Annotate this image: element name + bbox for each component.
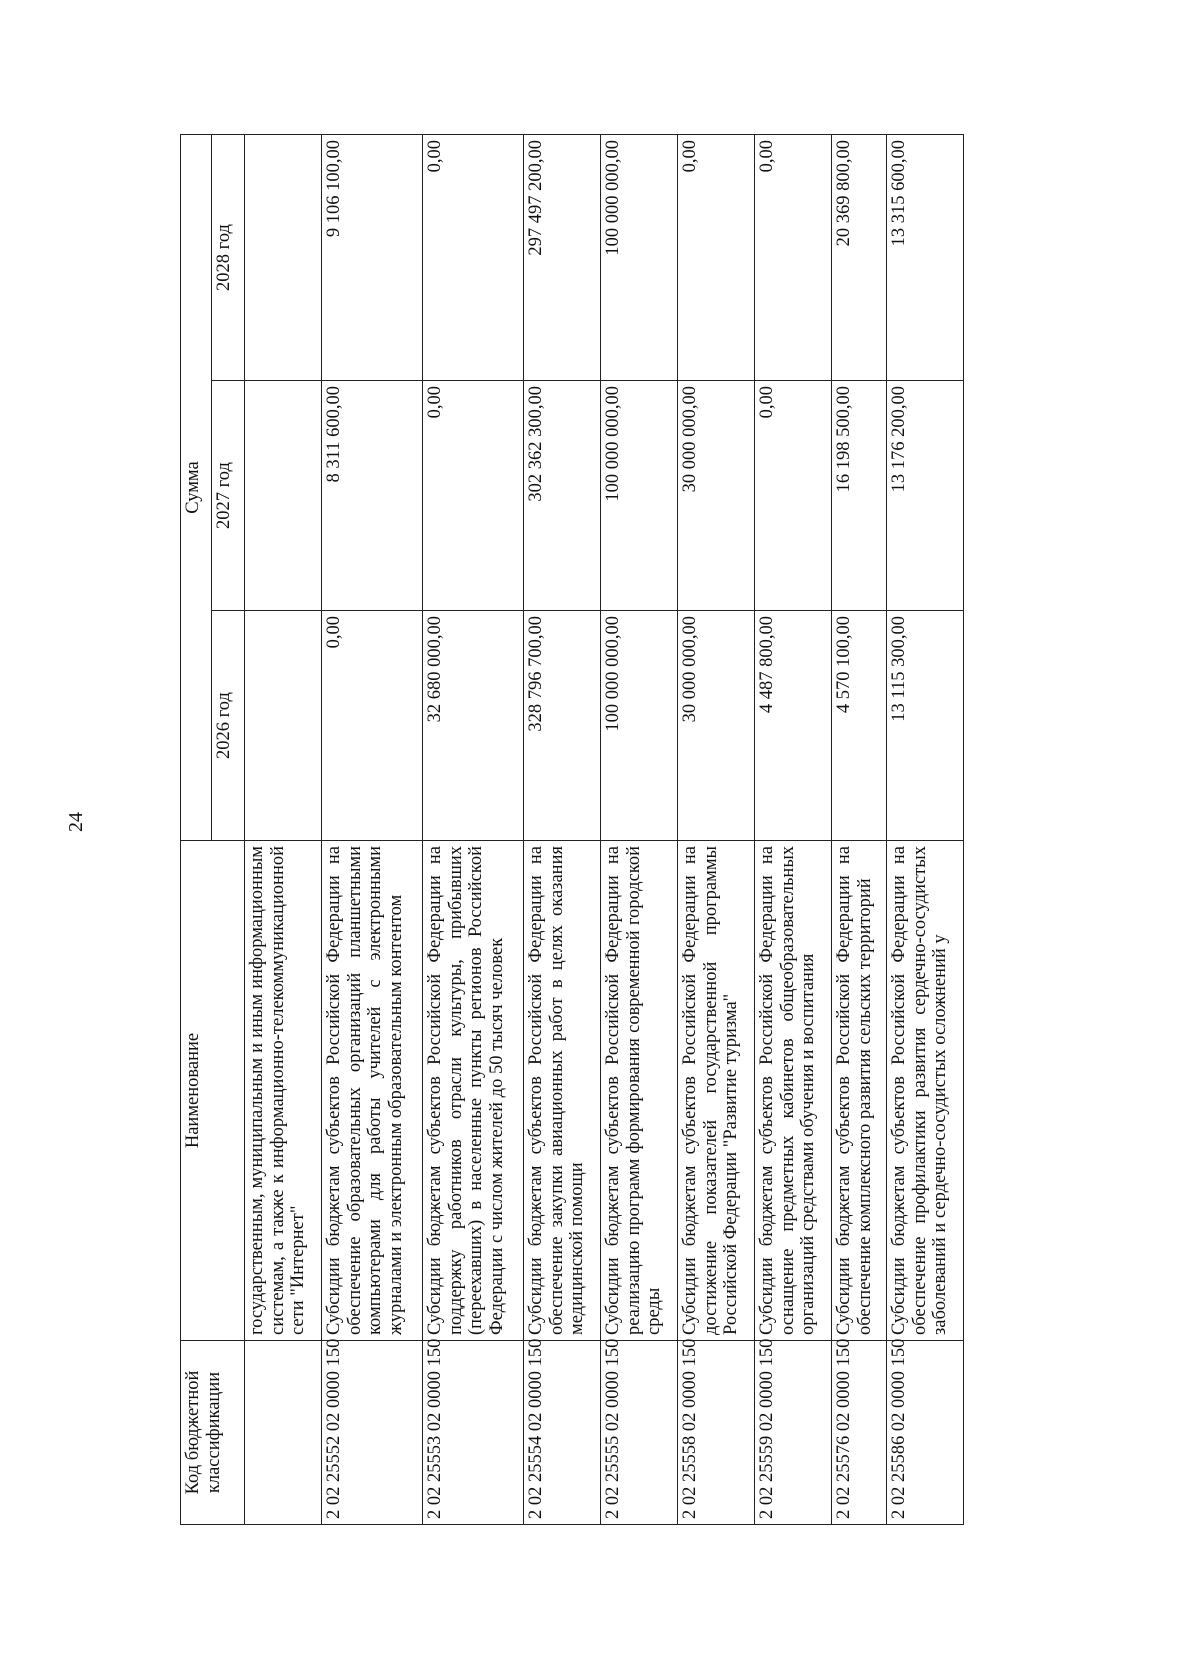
table-row (601, 134, 678, 1524)
row-sum-2027: 16 198 500,00 (832, 381, 887, 611)
row-sum-2026: 32 680 000,00 (423, 611, 524, 841)
row-sum-2027: 302 362 300,00 (524, 381, 601, 611)
row-code: 2 02 25555 02 0000 150 (601, 1341, 678, 1525)
row-name: Субсидии бюджетам субъектов Российской Федерации на обеспечение образовательных организаций планшетными компьютерами для работы учителей с электронными журналами и электронным образовательным контентом (322, 841, 423, 1341)
row-sum-2026: 100 000 000,00 (601, 611, 678, 841)
row-sum-2027 (245, 381, 322, 611)
table-row (322, 134, 423, 1524)
row-sum-2027: 8 311 600,00 (322, 381, 423, 611)
row-sum-2028: 0,00 (755, 134, 832, 380)
row-sum-2026: 4 570 100,00 (832, 611, 887, 841)
row-sum-2026 (245, 611, 322, 841)
row-name: Субсидии бюджетам субъектов Российской Федерации на достижение показателей государственной программы Российской Федерации "Развитие туризма" (678, 841, 755, 1341)
row-sum-2026: 0,00 (322, 611, 423, 841)
row-sum-2027: 0,00 (423, 381, 524, 611)
header-code: Код бюджетной классификации (181, 1341, 245, 1525)
row-code: 2 02 25558 02 0000 150 (678, 1341, 755, 1525)
row-sum-2028: 20 369 800,00 (832, 134, 887, 380)
row-code: 2 02 25553 02 0000 150 (423, 1341, 524, 1525)
header-name: Наименование (181, 841, 245, 1341)
table-row (832, 134, 887, 1524)
row-code: 2 02 25559 02 0000 150 (755, 1341, 832, 1525)
row-code: 2 02 25586 02 0000 150 (887, 1341, 964, 1525)
row-name: Субсидии бюджетам субъектов Российской Федерации на оснащение предметных кабинетов общеобразовательных организаций средствами обучения и воспитания (755, 841, 832, 1341)
row-sum-2026: 4 487 800,00 (755, 611, 832, 841)
table-row (678, 134, 755, 1524)
row-name: Субсидии бюджетам субъектов Российской Федерации на обеспечение комплексного развития сельских территорий (832, 841, 887, 1341)
row-sum-2026: 13 115 300,00 (887, 611, 964, 841)
row-sum-2026: 30 000 000,00 (678, 611, 755, 841)
row-sum-2027: 13 176 200,00 (887, 381, 964, 611)
row-sum-2028: 9 106 100,00 (322, 134, 423, 380)
row-name: Субсидии бюджетам субъектов Российской Федерации на обеспечение закупки авиационных работ в целях оказания медицинской помощи (524, 841, 601, 1341)
row-code (245, 1341, 322, 1525)
page-number: 24 (65, 812, 87, 832)
row-code: 2 02 25576 02 0000 150 (832, 1341, 887, 1525)
row-sum-2028: 297 497 200,00 (524, 134, 601, 380)
table-row (245, 134, 322, 1524)
header-year-2028: 2028 год (212, 134, 245, 380)
row-sum-2027: 100 000 000,00 (601, 381, 678, 611)
table-row (423, 134, 524, 1524)
row-sum-2028: 100 000 000,00 (601, 134, 678, 380)
row-sum-2028: 13 315 600,00 (887, 134, 964, 380)
row-sum-2028: 0,00 (678, 134, 755, 380)
budget-table (180, 134, 964, 1525)
row-name: Субсидии бюджетам субъектов Российской Федерации на поддержку работников отрасли культуры, прибывших (переехавших) в населенные пункты регионов Российской Федерации с числом жителей до 50 тысяч человек (423, 841, 524, 1341)
table-row (524, 134, 601, 1524)
row-sum-2028 (245, 134, 322, 380)
table-row (755, 134, 832, 1524)
row-sum-2027: 0,00 (755, 381, 832, 611)
row-code: 2 02 25552 02 0000 150 (322, 1341, 423, 1525)
row-name: Субсидии бюджетам субъектов Российской Федерации на реализацию программ формирования современной городской среды (601, 841, 678, 1341)
header-year-2026: 2026 год (212, 611, 245, 841)
row-sum-2028: 0,00 (423, 134, 524, 380)
header-sum: Сумма (181, 134, 212, 840)
row-name: Субсидии бюджетам субъектов Российской Федерации на обеспечение профилактики развития сердечно-сосудистых заболеваний и сердечно-сосудистых осложнений у (887, 841, 964, 1341)
rotated-table-frame (180, 135, 1200, 1525)
row-name: государственным, муниципальным и иным информационным системам, а также к информационно-телекоммуникационной сети "Интернет" (245, 841, 322, 1341)
table-row (887, 134, 964, 1524)
header-year-2027: 2027 год (212, 381, 245, 611)
row-sum-2027: 30 000 000,00 (678, 381, 755, 611)
row-code: 2 02 25554 02 0000 150 (524, 1341, 601, 1525)
row-sum-2026: 328 796 700,00 (524, 611, 601, 841)
